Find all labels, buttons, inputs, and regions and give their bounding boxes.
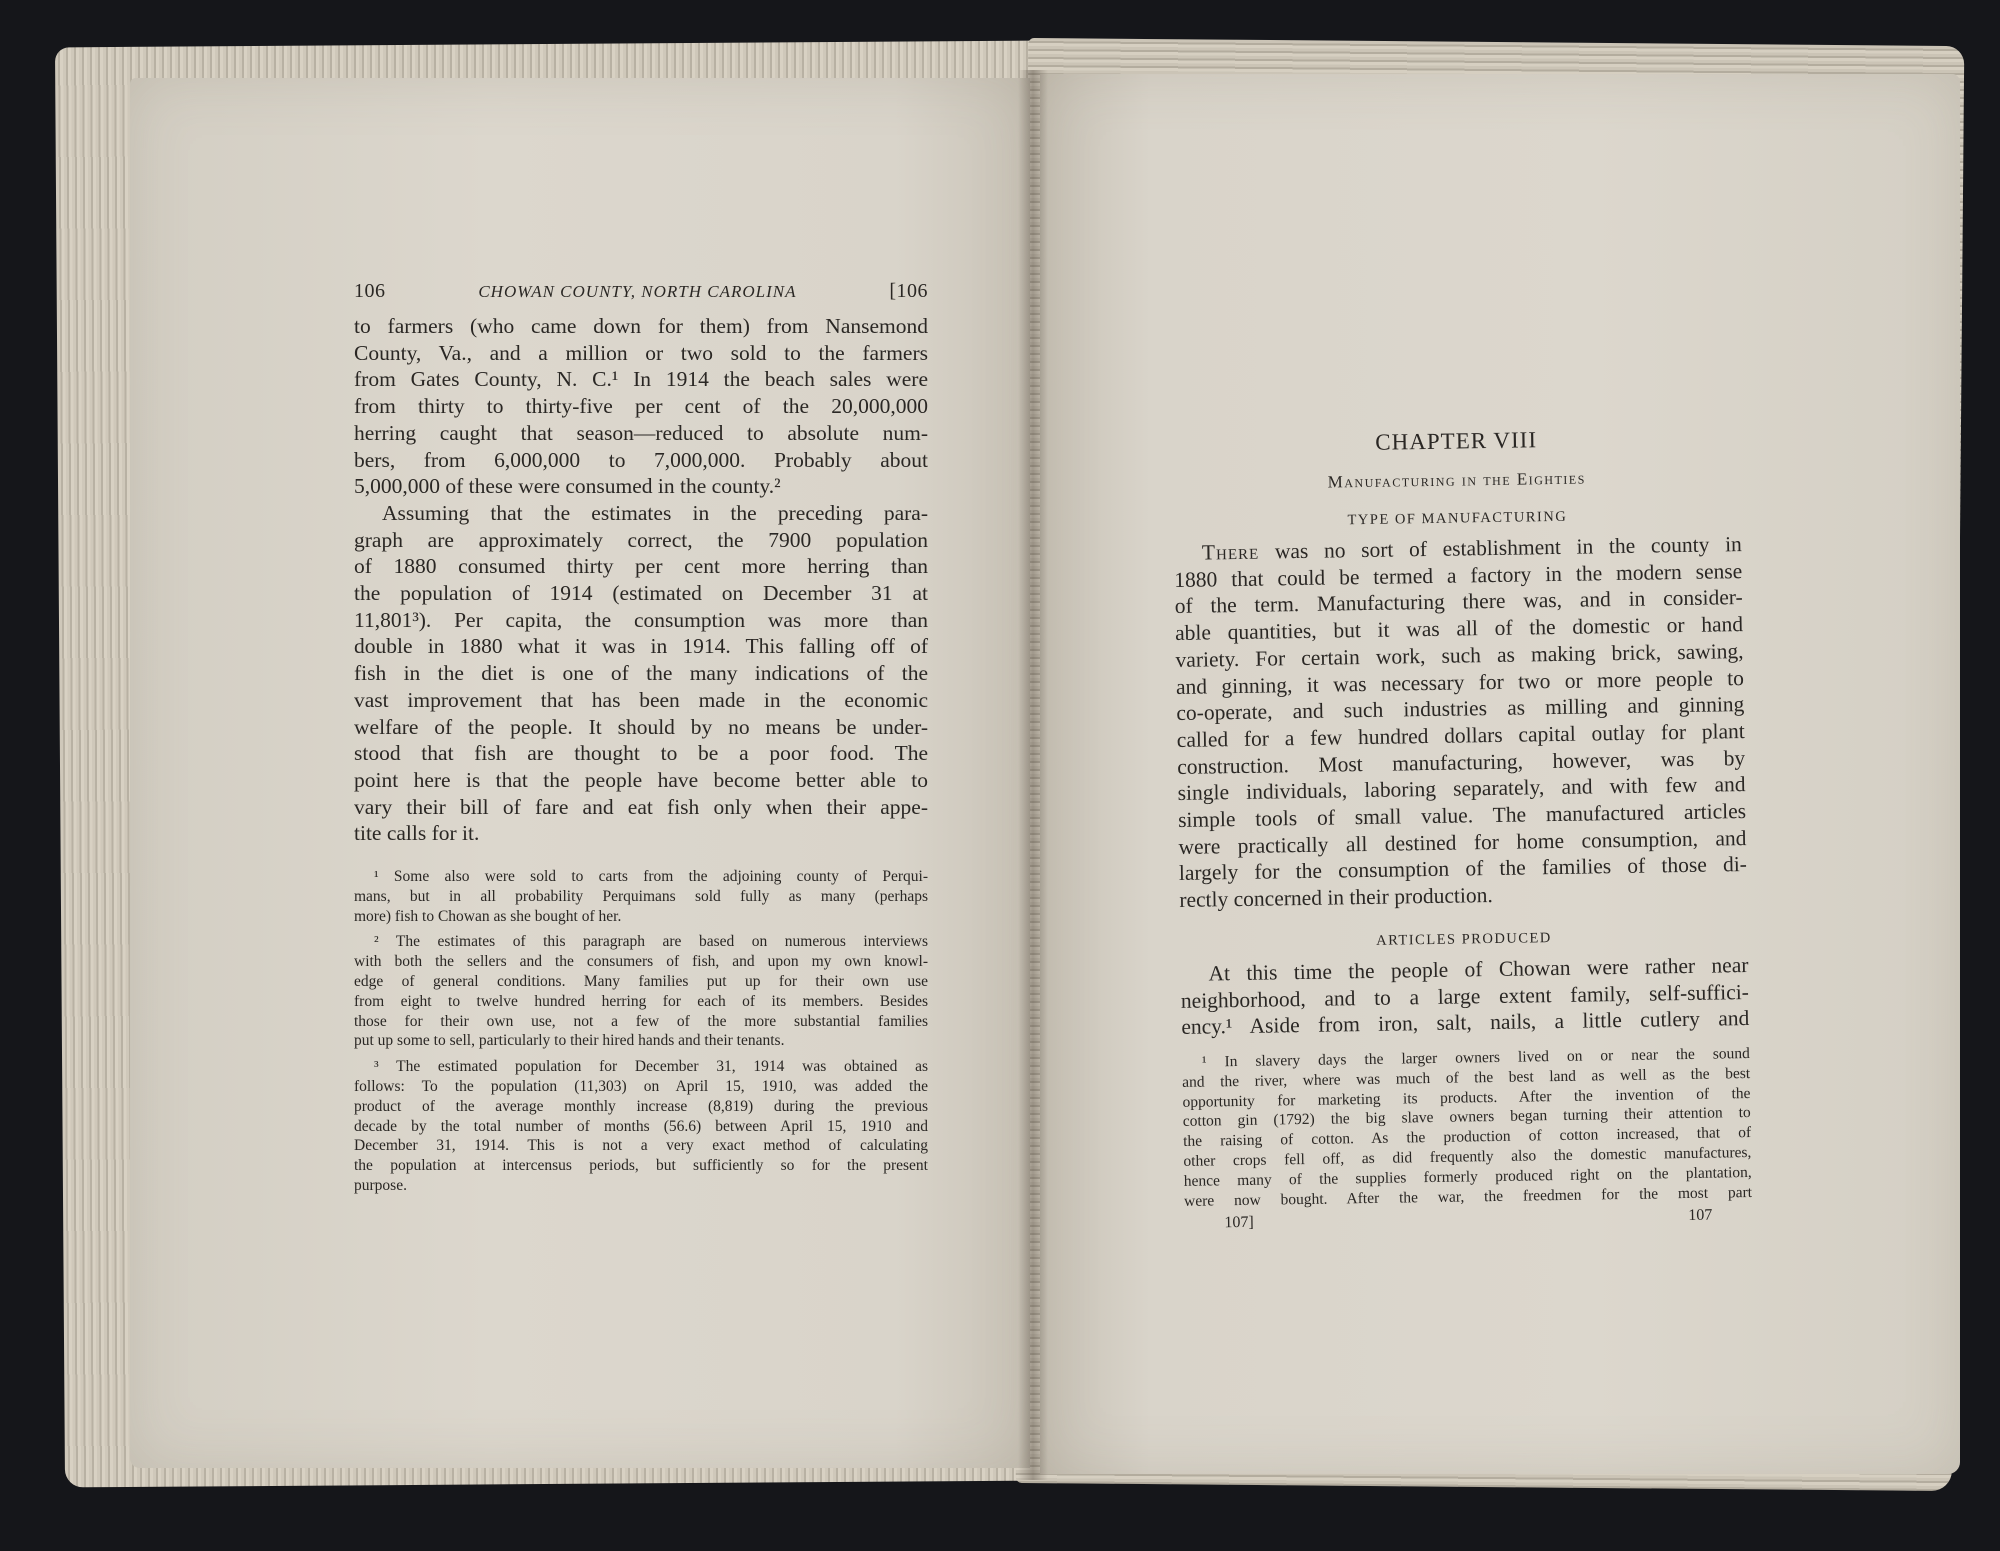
text-line: simple tools of small value. The manufactured articles	[1177, 799, 1747, 832]
text-line: 11,801³). Per capita, the consumption was more than	[354, 607, 928, 632]
text-line: double in 1880 what it was in 1914. This falling off of	[354, 634, 928, 659]
footnote-line: follows: To the population (11,303) on April 15, 1910, was added the	[354, 1078, 928, 1096]
footnote-line: with both the sellers and the consumers of fish, and upon my own knowl-	[354, 953, 928, 971]
text-line: stood that fish are thought to be a poor food. The	[354, 741, 928, 766]
text-line: of 1880 consumed thirty per cent more herring than	[354, 554, 928, 579]
footnote-line: ² The estimates of this paragraph are based on numerous interviews	[374, 933, 928, 951]
right-footnotes	[1182, 1044, 1752, 1211]
footnote-line: were now bought. After the war, the freedmen for the most part	[1183, 1183, 1753, 1210]
footnote-line: opportunity for marketing its products. After the invention of the	[1182, 1084, 1751, 1111]
text-line: neighborhood, and to a large extent family, self-suffici-	[1180, 979, 1750, 1013]
footnote-line: from eight to twelve hundred herring for each of its members. Besides	[354, 992, 928, 1010]
left-body-paragraphs	[354, 313, 928, 847]
text-line: 5,000,000 of these were consumed in the county.²	[354, 474, 781, 499]
text-line: largely for the consumption of the families of those di-	[1178, 852, 1748, 886]
text-line: and ginning, it was necessary for two or more people to	[1175, 665, 1745, 699]
text-line: Assuming that the estimates in the preceding para-	[382, 500, 928, 525]
right-page-text	[1172, 424, 1753, 1233]
footnote-line: put up some to sell, particularly to their hired hands and their tenants.	[354, 1032, 785, 1050]
text-line: vast improvement that has been made in the economic	[354, 687, 928, 712]
section-2-paragraph	[1180, 952, 1749, 1041]
footnote-line: those for their own use, not a few of the more substantial families	[354, 1012, 928, 1030]
book-gutter	[1018, 70, 1048, 1480]
footnote-line: more) fish to Chowan as she bought of her.	[354, 907, 622, 925]
left-footnotes	[354, 867, 928, 1196]
footnote-line: decade by the total number of months (56.6) between April 15, 1910 and	[354, 1117, 928, 1135]
footnote-line: the population at intercensus periods, but sufficiently so for the present	[354, 1157, 928, 1175]
footnote-2	[354, 932, 928, 1051]
text-line: ency.¹ Aside from iron, salt, nails, a little cutlery and	[1181, 1006, 1750, 1040]
footnote-line: hence many of the supplies formerly produced right on the plantation,	[1183, 1163, 1752, 1190]
footnote-1	[354, 867, 928, 926]
text-line: 1880 that could be termed a factory in the modern sense	[1174, 558, 1743, 592]
footnote-line: product of the average monthly increase (8,819) during the previous	[354, 1097, 928, 1115]
footnote-1-right	[1182, 1044, 1752, 1211]
section-heading-type-of-manufacturing: TYPE OF MANUFACTURING	[1347, 508, 1568, 529]
running-head	[354, 280, 928, 303]
text-line: County, Va., and a million or two sold to the farmers	[354, 340, 928, 365]
text-line: to farmers (who came down for them) from Nansemond	[354, 314, 928, 338]
text-line: single individuals, laboring separately, and with few and	[1177, 772, 1746, 806]
footnote-line: ¹ Some also were sold to carts from the adjoining county of Perqui-	[374, 868, 928, 886]
left-page-text	[354, 280, 928, 1196]
text-line: of the term. Manufacturing there was, and in consider-	[1174, 585, 1743, 619]
text-line: welfare of the people. It should by no means be under-	[354, 714, 928, 739]
drop-word: There	[1201, 539, 1260, 565]
footer-page-bracket: 107]	[1224, 1214, 1254, 1232]
text-line: tite calls for it.	[354, 821, 480, 846]
section-1-paragraph	[1174, 531, 1748, 914]
footnote-line: December 31, 1914. This is not a very exact method of calculating	[354, 1137, 928, 1155]
chapter-subtitle: Manufacturing in the Eighties	[1327, 468, 1587, 492]
footnote-line: and the river, where was much of the best land as well as the best	[1182, 1064, 1751, 1091]
text-line: bers, from 6,000,000 to 7,000,000. Probably about	[354, 447, 928, 472]
footnote-line: ³ The estimated population for December 31, 1914 was obtained as	[374, 1058, 928, 1076]
text-line: able quantities, but it was all of the domestic or hand	[1174, 612, 1744, 646]
footnote-line: purpose.	[354, 1177, 407, 1195]
text-line: called for a few hundred dollars capital outlay for plant	[1176, 718, 1745, 752]
text-line: the population of 1914 (estimated on December 31 at	[354, 581, 928, 606]
text-line: from thirty to thirty-five per cent of the 20,000,000	[354, 394, 928, 419]
chapter-title: CHAPTER VIII	[1375, 427, 1538, 455]
footnote-line: cotton gin (1792) the big slave owners began turning their attention to	[1182, 1104, 1751, 1131]
footnote-line: edge of general conditions. Many families put up for their own use	[354, 973, 928, 991]
text-line: rectly concerned in their production.	[1179, 883, 1493, 913]
text-line: At this time the people of Chowan were rather near	[1208, 952, 1749, 986]
first-line-rest: was no sort of establishment in the county in	[1258, 532, 1743, 564]
running-head-title: CHOWAN COUNTY, NORTH CAROLINA	[478, 282, 797, 301]
footnote-line: the raising of cotton. As the production of cotton increased, that of	[1182, 1124, 1752, 1151]
section-heading-articles-produced: ARTICLES PRODUCED	[1376, 929, 1552, 949]
footnote-line: ¹ In slavery days the larger owners lived on or near the sound	[1201, 1044, 1750, 1071]
page-number-left: 106	[354, 280, 386, 302]
text-line: variety. For certain work, such as making brick, sawing,	[1175, 638, 1744, 672]
footer-page-number: 107	[1688, 1206, 1713, 1225]
text-line: fish in the diet is one of the many indications of the	[354, 661, 928, 686]
text-line: were practically all destined for home consumption, and	[1178, 825, 1747, 859]
text-line: from Gates County, N. C.¹ In 1914 the beach sales were	[354, 367, 928, 392]
footnote-line: other crops fell off, as did frequently also the domestic manufactures,	[1183, 1143, 1752, 1170]
footnote-3	[354, 1057, 928, 1196]
text-line: graph are approximately correct, the 7900 population	[354, 527, 928, 552]
text-line: co-operate, and such industries as milling and ginning	[1176, 692, 1745, 726]
text-line: herring caught that season—reduced to absolute num-	[354, 420, 928, 445]
page-number-right: [106	[889, 280, 928, 302]
text-line: construction. Most manufacturing, however, was by	[1177, 745, 1746, 779]
text-line: point here is that the people have become better able to	[354, 767, 928, 792]
footnote-line: mans, but in all probability Perquimans sold fully as many (perhaps	[354, 887, 928, 905]
text-line: vary their bill of fare and eat fish only when their appe-	[354, 794, 928, 819]
